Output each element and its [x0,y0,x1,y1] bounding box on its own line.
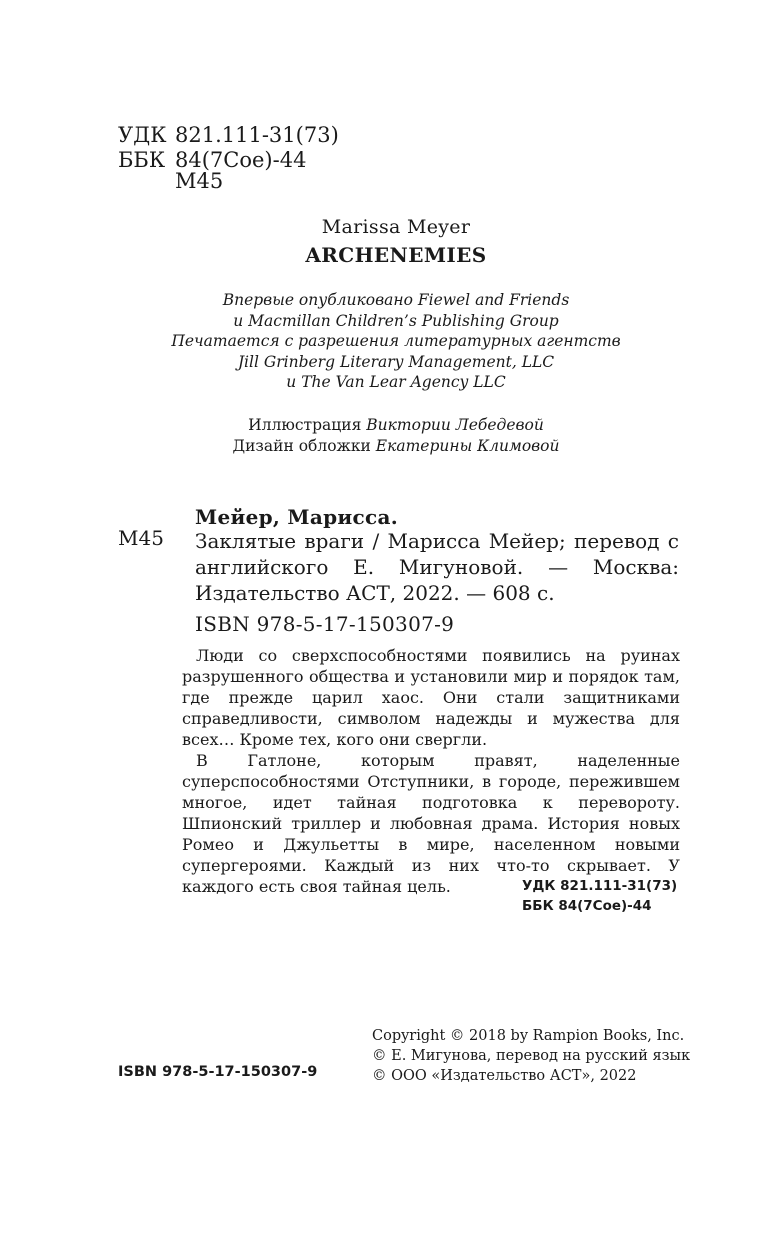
bbk-label: ББК [118,148,166,172]
illustration-name: Виктории Лебедевой [366,416,544,434]
publication-info [12,290,768,393]
publication-line: и The Van Lear Agency LLC [286,373,506,391]
udk-label: УДК [118,123,167,147]
card-isbn: ISBN 978-5-17-150307-9 [195,612,455,636]
original-author: Marissa Meyer [321,216,471,238]
original-title: ARCHENEMIES [305,243,487,267]
bottom-bbk: ББК 84(7Сое)-44 [522,898,652,914]
isbn-bottom: ISBN 978-5-17-150307-9 [118,1064,318,1080]
publication-line: Впервые опубликовано Fiewel and Friends [222,291,570,309]
annotation [182,645,680,897]
credits [12,415,768,457]
bottom-udk: УДК 821.111-31(73) [522,878,678,894]
cover-name: Екатерины Климовой [375,437,560,455]
annotation-paragraph: Люди со сверхспособностями появились на руинах разрушенного общества и установили мир и порядок там, где прежде царил хаос. Они стали защитниками справедливости, символом надежды и мужества для всех… Кроме тех, кого они свергли. [182,646,680,749]
copyright-line: © Е. Мигунова, перевод на русский язык [372,1048,691,1064]
author-mark-top: М45 [175,169,224,193]
copyright-block [372,1026,690,1086]
publication-line: Печатается с разрешения литературных агентств [171,332,621,350]
illustration-label: Иллюстрация [248,416,362,434]
publication-line: Jill Grinberg Literary Management, LLC [237,352,555,371]
annotation-paragraph: В Гатлоне, которым правят, наделенные суперспособностями Отступники, в городе, пережившем многое, идет тайная подготовка к перевороту. Шпионский триллер и любовная драма. История новых Ромео и Джульетты в мире, населенном новыми супергероями. Каждый из них что-то скрывает. У каждого есть своя тайная цель. [182,751,680,896]
copyright-line: © ООО «Издательство АСТ», 2022 [372,1068,637,1084]
bbk-row [118,147,418,173]
copyright-line: Copyright © 2018 by Rampion Books, Inc. [372,1028,685,1044]
udk-value: 821.111-31(73) [175,123,339,147]
illustration-credit [12,415,768,436]
card-author-mark: М45 [118,526,164,550]
card-description: Заклятые враги / Марисса Мейер; перевод с английского Е. Мигуновой. — Москва: Издательство АСТ, 2022. — 608 с. [195,529,679,605]
publication-line: и Macmillan Children’s Publishing Group [233,311,559,330]
cover-label: Дизайн обложки [232,437,371,455]
udk-row [118,122,418,148]
bbk-value: 84(7Сое)-44 [175,148,307,172]
card-author-heading: Мейер, Марисса. [195,505,399,529]
cover-credit [12,436,768,457]
